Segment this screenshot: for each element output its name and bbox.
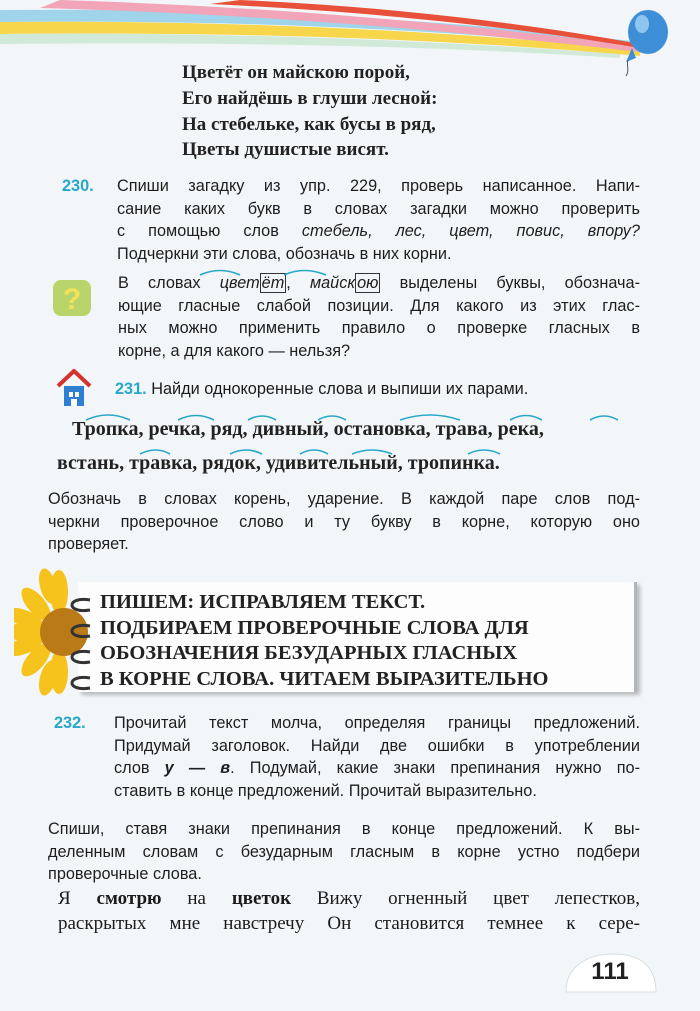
boxed-ending: ёт bbox=[261, 274, 285, 292]
instruction-line: проверочные слова. bbox=[48, 865, 202, 884]
exercise-text-line: Подчеркни эти слова, обозначь в них корни. bbox=[117, 244, 452, 263]
instruction-line: проверяет. bbox=[48, 535, 129, 554]
exercise-text-line: ставить в конце предложений. Прочитай выразительно. bbox=[114, 781, 537, 800]
question-text: выделены буквы, обознача- bbox=[380, 274, 640, 292]
instruction-line: деленным словам с безударным гласным в корне устно подбери bbox=[48, 842, 640, 861]
check-words: стебель, лес, цвет, повис, впору? bbox=[301, 222, 640, 241]
instruction-line: Спиши, ставя знаки препинания в конце предложений. К вы- bbox=[48, 820, 640, 838]
lesson-topic bbox=[100, 590, 548, 692]
question-line: корне, а для какого — нельзя? bbox=[118, 341, 351, 360]
question-line: ных можно применить правило о проверке гласных в bbox=[118, 319, 640, 338]
question-block bbox=[118, 272, 640, 362]
instruction-line: черкни проверочное слово и ту букву в корне, которую оно bbox=[48, 512, 640, 531]
exercise-231 bbox=[115, 380, 528, 399]
word-list-line: встань, травка, рядок, удивительный, тропинка. bbox=[57, 452, 500, 474]
story-text-part: Я bbox=[58, 888, 97, 909]
question-line bbox=[118, 272, 640, 295]
exercise-number: 232. bbox=[54, 714, 86, 732]
story-line bbox=[58, 886, 640, 911]
word-root: цвет bbox=[219, 274, 260, 292]
topic-line: В КОРНЕ СЛОВА. ЧИТАЕМ ВЫРАЗИТЕЛЬНО bbox=[100, 667, 549, 690]
svg-text:?: ? bbox=[62, 283, 82, 316]
story-line: раскрытых мне навстречу Он становится темнее к сере- bbox=[58, 913, 640, 934]
instruction-block bbox=[48, 818, 640, 886]
home-task-icon bbox=[56, 368, 92, 408]
story-text-part: Вижу огненный цвет лепестков, bbox=[291, 888, 640, 909]
boxed-ending: ою bbox=[357, 274, 379, 292]
poem-line: Цветёт он майскою порой, bbox=[182, 62, 410, 83]
binder-rings bbox=[60, 590, 100, 700]
exercise-text-line: Прочитай текст молча, определяя границы предложений. bbox=[114, 714, 640, 732]
topic-line: ПОДБИРАЕМ ПРОВЕРОЧНЫЕ СЛОВА ДЛЯ bbox=[100, 616, 529, 639]
exercise-text-line: Спиши загадку из упр. 229, проверь написанное. Напи- bbox=[117, 177, 640, 195]
poem-line: Цветы душистые висят. bbox=[182, 139, 389, 161]
highlighted-word: смотрю bbox=[96, 888, 162, 909]
exercise-text-line: сание каких букв в словах загадки можно проверить bbox=[117, 199, 640, 218]
question-line: ющие гласные слабой позиции. Для какого из этих глас- bbox=[118, 296, 640, 315]
page-number: 111 bbox=[591, 958, 629, 985]
question-icon bbox=[52, 279, 92, 317]
exercise-text: слов bbox=[114, 759, 165, 778]
story-text-part: на bbox=[161, 888, 232, 909]
riddle-poem bbox=[182, 60, 437, 163]
exercise-text: . Подумай, какие знаки препинания нужно по- bbox=[230, 759, 640, 778]
question-text: В словах bbox=[118, 274, 220, 292]
exercise-text-line bbox=[114, 757, 640, 780]
highlighted-word: цветок bbox=[231, 888, 292, 909]
exercise-number: 231. bbox=[115, 380, 147, 398]
letters-u-v: у — в bbox=[164, 759, 231, 778]
instruction-block bbox=[48, 488, 640, 556]
question-text: , bbox=[286, 274, 310, 292]
word-tsvetyot bbox=[220, 274, 287, 292]
exercise-text: с помощью слов bbox=[117, 222, 302, 241]
exercise-text-line: Придумай заголовок. Найди две ошибки в употреблении bbox=[114, 736, 640, 755]
exercise-text: Найди однокоренные слова и выпиши их парами. bbox=[146, 380, 529, 398]
word-mayskoyu bbox=[310, 273, 380, 293]
balloon-icon bbox=[618, 8, 674, 78]
exercise-text-line bbox=[117, 220, 640, 243]
instruction-line: Обозначь в словах корень, ударение. В каждой паре слов под- bbox=[48, 490, 640, 508]
exercise-number: 230. bbox=[62, 177, 94, 195]
story-text bbox=[58, 886, 640, 936]
topic-line: ПИШЕМ: ИСПРАВЛЯЕМ ТЕКСТ. bbox=[100, 591, 426, 613]
word-root: майск bbox=[309, 274, 356, 292]
word-list-line: Тропка, речка, ряд, дивный, остановка, трава, река, bbox=[72, 418, 544, 440]
poem-line: На стебельке, как бусы в ряд, bbox=[182, 113, 436, 135]
topic-line: ОБОЗНАЧЕНИЯ БЕЗУДАРНЫХ ГЛАСНЫХ bbox=[100, 642, 518, 664]
poem-line: Его найдёшь в глуши лесной: bbox=[182, 87, 438, 109]
